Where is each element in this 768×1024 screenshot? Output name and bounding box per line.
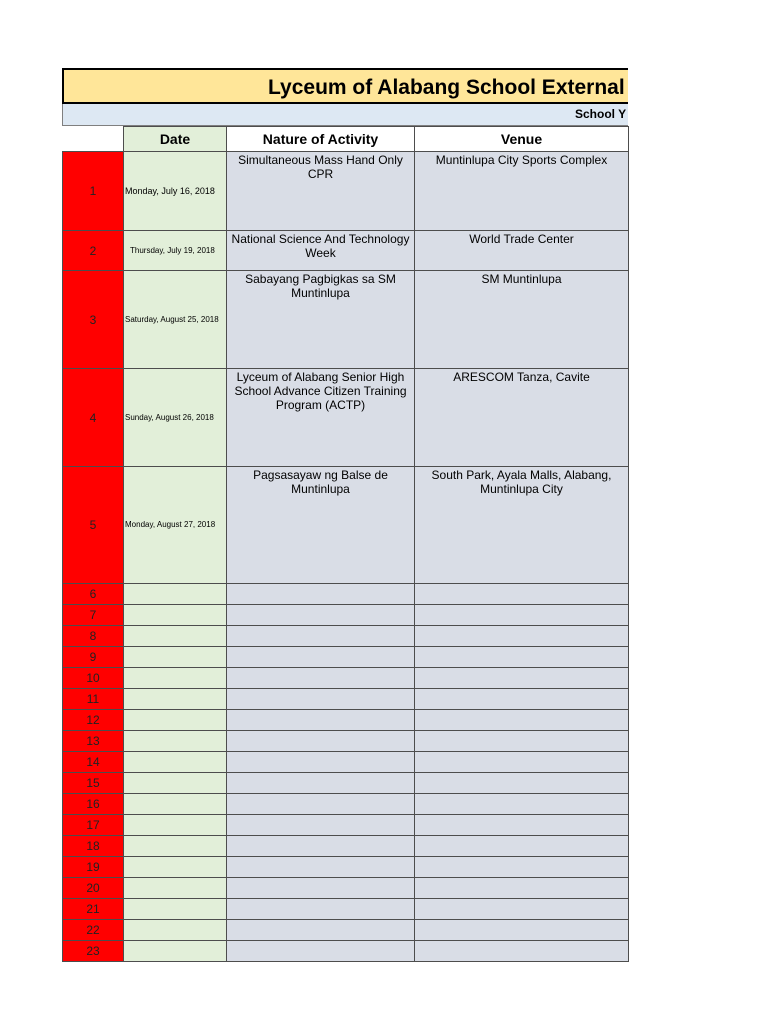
row-number[interactable]: 12 bbox=[63, 710, 124, 731]
table-row bbox=[63, 836, 629, 857]
venue-cell[interactable] bbox=[415, 731, 629, 752]
row-number[interactable]: 19 bbox=[63, 857, 124, 878]
venue-cell[interactable] bbox=[415, 920, 629, 941]
date-cell[interactable] bbox=[124, 920, 227, 941]
row-number[interactable]: 2 bbox=[63, 231, 124, 271]
header-date[interactable]: Date bbox=[124, 127, 227, 152]
activity-table bbox=[62, 126, 629, 962]
venue-cell[interactable] bbox=[415, 626, 629, 647]
row-number[interactable]: 15 bbox=[63, 773, 124, 794]
venue-cell[interactable] bbox=[415, 605, 629, 626]
table-row bbox=[63, 878, 629, 899]
spreadsheet bbox=[62, 68, 628, 962]
row-number[interactable]: 22 bbox=[63, 920, 124, 941]
activity-cell[interactable] bbox=[227, 605, 415, 626]
table-row bbox=[63, 467, 629, 584]
date-cell[interactable] bbox=[124, 626, 227, 647]
venue-cell[interactable] bbox=[415, 668, 629, 689]
activity-cell[interactable] bbox=[227, 815, 415, 836]
activity-cell[interactable] bbox=[227, 710, 415, 731]
row-number[interactable]: 17 bbox=[63, 815, 124, 836]
row-number[interactable]: 21 bbox=[63, 899, 124, 920]
date-cell[interactable]: Thursday, July 19, 2018 bbox=[124, 231, 227, 271]
venue-cell[interactable] bbox=[415, 773, 629, 794]
date-cell[interactable] bbox=[124, 689, 227, 710]
row-number[interactable]: 16 bbox=[63, 794, 124, 815]
activity-cell[interactable] bbox=[227, 773, 415, 794]
date-cell[interactable] bbox=[124, 731, 227, 752]
row-number[interactable]: 13 bbox=[63, 731, 124, 752]
row-number[interactable]: 20 bbox=[63, 878, 124, 899]
header-blank bbox=[63, 127, 124, 152]
activity-cell[interactable] bbox=[227, 857, 415, 878]
date-cell[interactable]: Monday, July 16, 2018 bbox=[124, 152, 227, 231]
date-cell[interactable] bbox=[124, 647, 227, 668]
date-cell[interactable]: Saturday, August 25, 2018 bbox=[124, 271, 227, 369]
table-row bbox=[63, 710, 629, 731]
activity-cell[interactable] bbox=[227, 899, 415, 920]
table-row bbox=[63, 668, 629, 689]
venue-cell[interactable] bbox=[415, 857, 629, 878]
row-number[interactable]: 8 bbox=[63, 626, 124, 647]
venue-cell[interactable] bbox=[415, 752, 629, 773]
table-row bbox=[63, 773, 629, 794]
table-row bbox=[63, 752, 629, 773]
table-row bbox=[63, 689, 629, 710]
row-number[interactable]: 11 bbox=[63, 689, 124, 710]
activity-cell[interactable] bbox=[227, 689, 415, 710]
activity-cell[interactable] bbox=[227, 920, 415, 941]
activity-cell[interactable] bbox=[227, 647, 415, 668]
date-cell[interactable] bbox=[124, 773, 227, 794]
row-number[interactable]: 23 bbox=[63, 941, 124, 962]
activity-cell[interactable] bbox=[227, 878, 415, 899]
activity-cell[interactable]: Lyceum of Alabang Senior High School Advance Citizen Training Program (ACTP) bbox=[227, 369, 415, 467]
activity-cell[interactable] bbox=[227, 941, 415, 962]
date-cell[interactable] bbox=[124, 815, 227, 836]
row-number[interactable]: 14 bbox=[63, 752, 124, 773]
table-row bbox=[63, 271, 629, 369]
date-cell[interactable]: Sunday, August 26, 2018 bbox=[124, 369, 227, 467]
title-banner bbox=[62, 68, 628, 104]
row-number[interactable]: 3 bbox=[63, 271, 124, 369]
venue-cell[interactable] bbox=[415, 899, 629, 920]
school-year-label: School Y bbox=[575, 107, 627, 121]
venue-cell[interactable]: SM Muntinlupa bbox=[415, 271, 629, 369]
row-number[interactable]: 5 bbox=[63, 467, 124, 584]
row-number[interactable]: 7 bbox=[63, 605, 124, 626]
date-cell[interactable] bbox=[124, 668, 227, 689]
activity-cell[interactable] bbox=[227, 626, 415, 647]
table-row bbox=[63, 626, 629, 647]
row-number[interactable]: 4 bbox=[63, 369, 124, 467]
venue-cell[interactable] bbox=[415, 647, 629, 668]
header-row bbox=[63, 127, 629, 152]
activity-cell[interactable] bbox=[227, 836, 415, 857]
table-row bbox=[63, 231, 629, 271]
row-number[interactable]: 1 bbox=[63, 152, 124, 231]
activity-cell[interactable]: National Science And Technology Week bbox=[227, 231, 415, 271]
school-year-banner bbox=[62, 104, 628, 126]
date-cell[interactable] bbox=[124, 836, 227, 857]
venue-cell[interactable] bbox=[415, 689, 629, 710]
date-cell[interactable] bbox=[124, 584, 227, 605]
venue-cell[interactable] bbox=[415, 584, 629, 605]
header-activity[interactable]: Nature of Activity bbox=[227, 127, 415, 152]
venue-cell[interactable]: World Trade Center bbox=[415, 231, 629, 271]
table-row bbox=[63, 605, 629, 626]
activity-cell[interactable] bbox=[227, 752, 415, 773]
table-row bbox=[63, 647, 629, 668]
venue-cell[interactable] bbox=[415, 941, 629, 962]
date-cell[interactable] bbox=[124, 941, 227, 962]
date-cell[interactable] bbox=[124, 710, 227, 731]
row-number[interactable]: 9 bbox=[63, 647, 124, 668]
venue-cell[interactable]: ARESCOM Tanza, Cavite bbox=[415, 369, 629, 467]
row-number[interactable]: 10 bbox=[63, 668, 124, 689]
table-row bbox=[63, 941, 629, 962]
table-row bbox=[63, 731, 629, 752]
date-cell[interactable] bbox=[124, 752, 227, 773]
table-row bbox=[63, 152, 629, 231]
row-number[interactable]: 18 bbox=[63, 836, 124, 857]
sheet-title: Lyceum of Alabang School External bbox=[268, 76, 625, 99]
header-venue[interactable]: Venue bbox=[415, 127, 629, 152]
date-cell[interactable] bbox=[124, 878, 227, 899]
table-row bbox=[63, 920, 629, 941]
venue-cell[interactable] bbox=[415, 878, 629, 899]
date-cell[interactable] bbox=[124, 857, 227, 878]
venue-cell[interactable]: Muntinlupa City Sports Complex bbox=[415, 152, 629, 231]
date-cell[interactable] bbox=[124, 605, 227, 626]
date-cell[interactable]: Monday, August 27, 2018 bbox=[124, 467, 227, 584]
venue-cell[interactable]: South Park, Ayala Malls, Alabang, Muntinlupa City bbox=[415, 467, 629, 584]
row-number[interactable]: 6 bbox=[63, 584, 124, 605]
activity-cell[interactable] bbox=[227, 584, 415, 605]
venue-cell[interactable] bbox=[415, 815, 629, 836]
activity-cell[interactable]: Pagsasayaw ng Balse de Muntinlupa bbox=[227, 467, 415, 584]
table-row bbox=[63, 815, 629, 836]
activity-cell[interactable]: Sabayang Pagbigkas sa SM Muntinlupa bbox=[227, 271, 415, 369]
table-row bbox=[63, 857, 629, 878]
activity-cell[interactable] bbox=[227, 668, 415, 689]
activity-cell[interactable]: Simultaneous Mass Hand Only CPR bbox=[227, 152, 415, 231]
venue-cell[interactable] bbox=[415, 710, 629, 731]
activity-cell[interactable] bbox=[227, 794, 415, 815]
table-row bbox=[63, 584, 629, 605]
date-cell[interactable] bbox=[124, 794, 227, 815]
date-cell[interactable] bbox=[124, 899, 227, 920]
table-row bbox=[63, 899, 629, 920]
table-row bbox=[63, 369, 629, 467]
table-row bbox=[63, 794, 629, 815]
activity-cell[interactable] bbox=[227, 731, 415, 752]
venue-cell[interactable] bbox=[415, 794, 629, 815]
venue-cell[interactable] bbox=[415, 836, 629, 857]
